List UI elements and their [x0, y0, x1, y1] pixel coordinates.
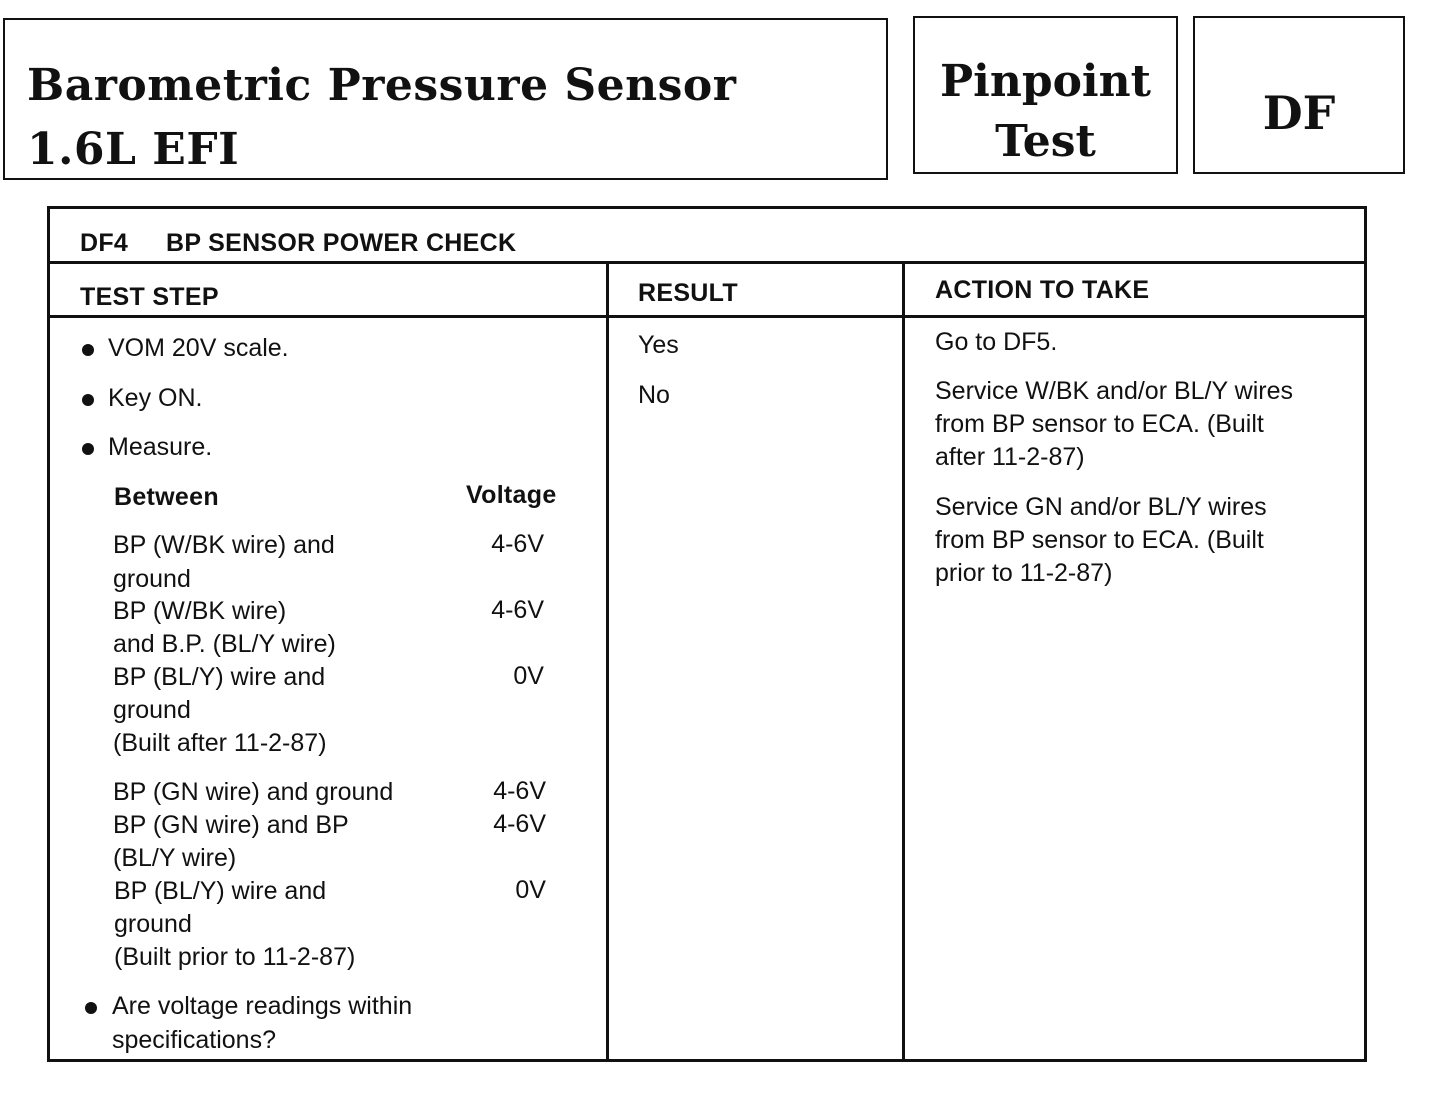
step-item: Key ON. — [108, 384, 203, 412]
document-title: Barometric Pressure Sensor — [27, 60, 737, 111]
action-no-after: after 11-2-87) — [935, 443, 1085, 471]
action-no-prior: Service GN and/or BL/Y wires — [935, 493, 1267, 521]
result-yes: Yes — [638, 331, 679, 359]
measurement-between: BP (BL/Y) wire and — [114, 877, 327, 905]
final-question: specifications? — [112, 1026, 276, 1054]
measure-header-voltage: Voltage — [466, 481, 557, 509]
column-header-result: RESULT — [638, 279, 738, 307]
divider-col2 — [902, 264, 905, 1059]
action-yes: Go to DF5. — [935, 328, 1058, 356]
measurement-between: (BL/Y wire) — [113, 844, 237, 872]
divider-header — [50, 315, 1364, 318]
test-code-box — [1193, 16, 1405, 174]
measurement-between: ground — [113, 565, 191, 593]
result-no: No — [638, 381, 670, 409]
test-id: DF4 — [80, 229, 129, 257]
measurement-voltage: 4-6V — [493, 810, 546, 838]
measurement-between: BP (W/BK wire) — [113, 597, 287, 625]
measurement-between: (Built after 11-2-87) — [113, 729, 327, 757]
bullet-icon — [82, 443, 94, 455]
bullet-icon — [82, 394, 94, 406]
engine-subtitle: 1.6L EFI — [27, 124, 240, 175]
action-no-after: from BP sensor to ECA. (Built — [935, 410, 1264, 438]
measurement-between: BP (BL/Y) wire and — [113, 663, 326, 691]
column-header-action: ACTION TO TAKE — [935, 276, 1150, 304]
measurement-between: BP (W/BK wire) and — [113, 531, 335, 559]
measurement-voltage: 4-6V — [491, 530, 544, 558]
final-question: Are voltage readings within — [112, 992, 413, 1020]
measurement-between: ground — [113, 696, 191, 724]
test-title: BP SENSOR POWER CHECK — [166, 229, 517, 257]
column-header-test-step: TEST STEP — [80, 283, 219, 311]
test-label: Test — [995, 116, 1096, 167]
measurement-between: BP (GN wire) and ground — [113, 778, 394, 806]
measurement-voltage: 4-6V — [491, 596, 544, 624]
measurement-between: BP (GN wire) and BP — [113, 811, 349, 839]
measurement-between: and B.P. (BL/Y wire) — [113, 630, 336, 658]
measurement-voltage: 0V — [513, 662, 544, 690]
divider-col1 — [606, 264, 609, 1059]
measurement-between: ground — [114, 910, 192, 938]
measure-header-between: Between — [114, 483, 219, 511]
title-box — [3, 18, 888, 180]
bullet-icon — [82, 344, 94, 356]
divider-title — [50, 261, 1364, 264]
measurement-between: (Built prior to 11-2-87) — [114, 943, 356, 971]
step-item: VOM 20V scale. — [108, 334, 289, 362]
test-code: DF — [1262, 86, 1336, 140]
test-table — [47, 206, 1367, 1062]
step-item: Measure. — [108, 433, 213, 461]
action-no-prior: from BP sensor to ECA. (Built — [935, 526, 1264, 554]
bullet-icon — [85, 1002, 97, 1014]
action-no-prior: prior to 11-2-87) — [935, 559, 1113, 587]
pinpoint-test-box — [913, 16, 1178, 174]
measurement-voltage: 0V — [515, 876, 546, 904]
pinpoint-label: Pinpoint — [940, 56, 1151, 107]
action-no-after: Service W/BK and/or BL/Y wires — [935, 377, 1294, 405]
measurement-voltage: 4-6V — [493, 777, 546, 805]
